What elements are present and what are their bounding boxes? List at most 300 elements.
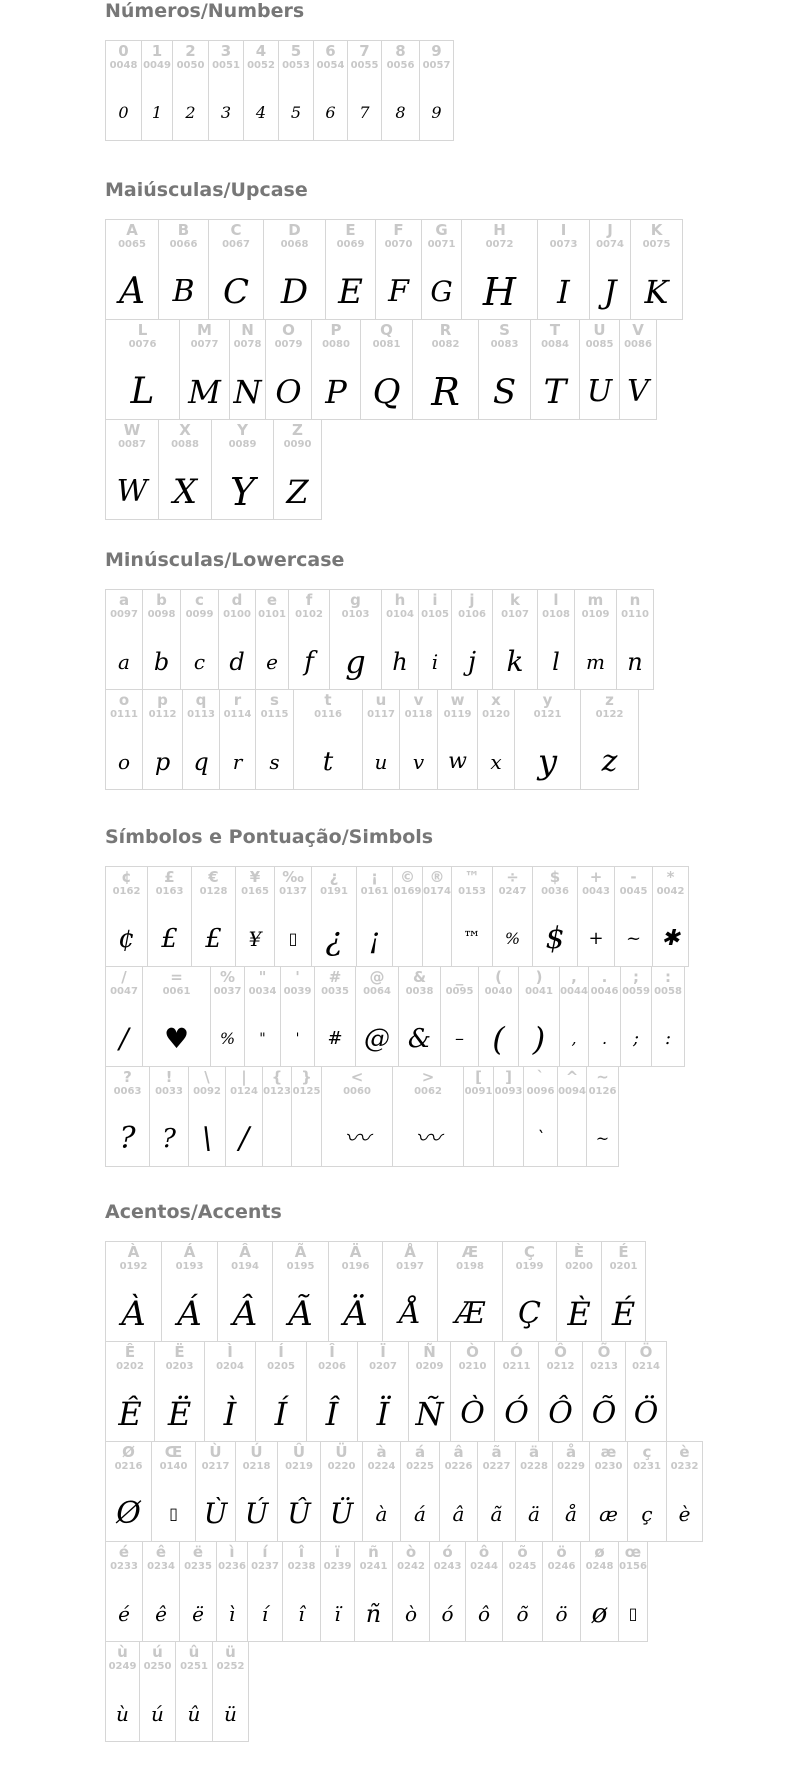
glyph-sample: Ë [167, 1395, 192, 1433]
section-title-symbols: Símbolos e Pontuação/Simbols [105, 826, 434, 848]
glyph-cell [311, 866, 357, 967]
glyph-code: 0169 [393, 886, 422, 897]
glyph-code: 0037 [213, 986, 242, 997]
glyph-cell [293, 689, 363, 790]
glyph-sample: $ [545, 921, 565, 956]
glyph-sample: í [261, 1602, 269, 1626]
glyph-code: 0195 [286, 1261, 315, 1272]
glyph-char-label: ï [334, 1543, 341, 1561]
glyph-char-label: > [421, 1068, 435, 1086]
glyph-code: 0211 [502, 1361, 531, 1372]
glyph-code: 0205 [267, 1361, 295, 1372]
glyph-char-label: ? [123, 1068, 132, 1086]
glyph-sample [263, 1119, 291, 1159]
glyph-char-label: Œ [164, 1443, 183, 1461]
glyph-code: 0162 [112, 886, 141, 897]
glyph-char-label: è [679, 1443, 690, 1461]
glyph-cell [538, 1341, 583, 1442]
glyph-code: 0200 [565, 1261, 593, 1272]
glyph-code: 0046 [590, 986, 619, 997]
glyph-cell [523, 1066, 558, 1167]
glyph-code: 0061 [162, 986, 191, 997]
glyph-char-label: k [510, 591, 520, 609]
glyph-sample: ; [632, 1028, 640, 1049]
glyph-sample: H [482, 270, 517, 314]
glyph-code: 0036 [541, 886, 569, 897]
glyph-char-label: É [618, 1243, 629, 1261]
glyph-cell [182, 689, 220, 790]
glyph-cell [559, 966, 589, 1067]
glyph-code: 0114 [223, 709, 252, 720]
glyph-code: 0058 [654, 986, 682, 997]
glyph-cell [408, 1341, 451, 1442]
glyph-code: 0066 [169, 239, 198, 250]
glyph-char-label: & [412, 968, 427, 986]
glyph-char-label: - [630, 868, 637, 886]
glyph-code: 0100 [223, 609, 251, 620]
glyph-row [105, 40, 454, 141]
glyph-cell [461, 219, 538, 320]
glyph-sample: 1 [151, 103, 163, 122]
glyph-sample: À [121, 1294, 146, 1334]
glyph-char-label: À [127, 1243, 140, 1261]
glyph-code: 0062 [414, 1086, 442, 1097]
glyph-cell [329, 589, 382, 690]
glyph-code: 0239 [323, 1561, 352, 1572]
glyph-sample: x [490, 750, 502, 774]
glyph-char-label: x [491, 691, 501, 709]
glyph-code: 0119 [443, 709, 472, 720]
glyph-cell [306, 1341, 358, 1442]
glyph-cell [105, 866, 148, 967]
glyph-cell [216, 1541, 248, 1642]
glyph-cell [147, 866, 192, 967]
glyph-cell [492, 866, 533, 967]
glyph-sample: û [187, 1702, 201, 1726]
glyph-code: 0228 [520, 1461, 548, 1472]
glyph-char-label: ' [295, 968, 300, 986]
glyph-sample: 〰 [414, 1124, 441, 1154]
glyph-char-label: A [126, 221, 138, 239]
glyph-cell [105, 1541, 143, 1642]
glyph-cell [105, 40, 142, 141]
glyph-code: 0201 [609, 1261, 638, 1272]
glyph-row [105, 1241, 646, 1342]
glyph-code: 0137 [279, 886, 307, 897]
glyph-sample [292, 1119, 321, 1159]
glyph-code: 0209 [415, 1361, 444, 1372]
glyph-sample: i [431, 650, 439, 674]
glyph-code: 0214 [632, 1361, 660, 1372]
glyph-char-label: ä [528, 1443, 540, 1461]
glyph-cell [288, 589, 330, 690]
glyph-char-label: ÷ [506, 868, 519, 886]
glyph-cell [577, 866, 615, 967]
glyph-sample: 6 [325, 103, 336, 122]
glyph-cell [478, 319, 531, 420]
glyph-code: 0084 [541, 339, 569, 350]
glyph-cell [262, 1066, 292, 1167]
glyph-sample: ï [334, 1602, 341, 1626]
glyph-cell [105, 219, 159, 320]
glyph-code: 0118 [404, 709, 433, 720]
glyph-cell [354, 1541, 393, 1642]
glyph-sample: 8 [395, 103, 406, 122]
glyph-code: 0229 [557, 1461, 585, 1472]
glyph-code: 0194 [231, 1261, 259, 1272]
glyph-char-label: H [493, 221, 506, 239]
glyph-cell [274, 866, 312, 967]
section-title-accents: Acentos/Accents [105, 1201, 282, 1223]
glyph-char-label: ç [642, 1443, 652, 1461]
glyph-cell [493, 1066, 524, 1167]
glyph-char-label: # [328, 968, 342, 986]
glyph-char-label: ë [192, 1543, 204, 1561]
glyph-char-label: 0 [118, 42, 129, 60]
glyph-row [105, 320, 657, 420]
glyph-sample: U [586, 374, 613, 409]
glyph-cell [172, 40, 209, 141]
glyph-char-label: c [195, 591, 204, 609]
glyph-sample: D [280, 272, 309, 312]
glyph-code: 0161 [360, 886, 389, 897]
glyph-cell [204, 1341, 256, 1442]
glyph-sample: t [322, 747, 334, 777]
glyph-code: 0092 [193, 1086, 221, 1097]
glyph-sample: õ [516, 1602, 529, 1626]
glyph-char-label: Ç [523, 1243, 535, 1261]
glyph-sample: ▯ [288, 929, 298, 948]
glyph-cell [255, 689, 294, 790]
glyph-sample: ú [151, 1702, 164, 1726]
glyph-sample: g [345, 643, 366, 681]
glyph-char-label: D [288, 221, 301, 239]
glyph-code: 0192 [119, 1261, 148, 1272]
glyph-row [105, 1342, 667, 1442]
glyph-char-label: q [195, 691, 207, 709]
glyph-code: 0156 [619, 1561, 647, 1572]
glyph-cell [451, 866, 493, 967]
glyph-sample: á [414, 1502, 426, 1526]
glyph-cell [142, 1541, 180, 1642]
glyph-code: 0052 [247, 60, 275, 71]
glyph-code: 0116 [314, 709, 342, 720]
glyph-char-label: h [394, 591, 406, 609]
glyph-sample: 3 [220, 103, 232, 122]
glyph-char-label: ø [594, 1543, 605, 1561]
glyph-char-label: C [230, 221, 242, 239]
glyph-code: 0071 [427, 239, 456, 250]
glyph-sample: ä [528, 1502, 540, 1526]
glyph-sample: s [269, 750, 280, 774]
glyph-sample: Û [287, 1497, 311, 1530]
glyph-sample: @ [364, 1024, 390, 1054]
glyph-cell [392, 1066, 464, 1167]
glyph-sample: o [117, 750, 131, 774]
glyph-grid-symbols [105, 866, 785, 1167]
glyph-cell [282, 1541, 321, 1642]
glyph-code: 0252 [216, 1661, 245, 1672]
glyph-row [105, 589, 654, 690]
glyph-char-label: n [629, 591, 641, 609]
glyph-cell [142, 966, 211, 1067]
glyph-sample: F [388, 274, 409, 309]
glyph-code: 0115 [260, 709, 289, 720]
glyph-cell [532, 866, 578, 967]
glyph-code: 0230 [594, 1461, 623, 1472]
glyph-sample: Ä [343, 1294, 368, 1334]
glyph-cell [247, 1541, 283, 1642]
glyph-cell [291, 1066, 322, 1167]
glyph-sample: ? [162, 1124, 176, 1154]
glyph-sample: T [543, 372, 567, 412]
glyph-sample: Å [399, 1296, 421, 1331]
glyph-cell [579, 319, 620, 420]
glyph-sample [558, 1119, 586, 1159]
glyph-grid-upcase [105, 219, 785, 520]
glyph-sample: f [304, 647, 314, 677]
glyph-char-label: o [118, 691, 130, 709]
glyph-char-label: ( [495, 968, 502, 986]
glyph-cell [398, 966, 441, 1067]
glyph-cell [400, 1441, 440, 1542]
glyph-code: 0126 [588, 1086, 617, 1097]
glyph-sample: å [565, 1502, 577, 1526]
glyph-sample: l [552, 648, 560, 676]
glyph-char-label: Ú [250, 1443, 263, 1461]
glyph-code: 0095 [445, 986, 474, 997]
glyph-code: 0238 [287, 1561, 316, 1572]
glyph-cell [105, 1341, 155, 1442]
glyph-sample [494, 1119, 523, 1159]
glyph-char-label: Ò [466, 1343, 479, 1361]
glyph-char-label: d [231, 591, 243, 609]
glyph-char-label: 6 [325, 42, 336, 60]
glyph-code: 0034 [248, 986, 277, 997]
glyph-sample: p [154, 748, 171, 776]
glyph-code: 0103 [341, 609, 370, 620]
glyph-code: 0237 [251, 1561, 279, 1572]
glyph-code: 0243 [433, 1561, 462, 1572]
glyph-row [105, 420, 322, 520]
glyph-cell [263, 219, 326, 320]
glyph-code: 0226 [444, 1461, 473, 1472]
glyph-sample: h [392, 648, 408, 676]
glyph-cell [243, 40, 279, 141]
glyph-char-label: œ [624, 1543, 642, 1561]
glyph-code: 0091 [464, 1086, 493, 1097]
glyph-sample: ✱ [661, 926, 680, 951]
glyph-code: 0043 [582, 886, 610, 897]
glyph-cell [552, 1441, 590, 1542]
glyph-cell [208, 219, 264, 320]
glyph-sample: Ê [118, 1395, 142, 1433]
glyph-cell [542, 1541, 581, 1642]
glyph-sample: a [118, 650, 130, 674]
glyph-sample: Æ [454, 1296, 486, 1331]
glyph-cell [255, 1341, 307, 1442]
glyph-sample: ▯ [628, 1604, 638, 1623]
glyph-code: 0104 [386, 609, 414, 620]
glyph-char-label: y [542, 691, 553, 709]
glyph-code: 0096 [526, 1086, 555, 1097]
glyph-code: 0107 [501, 609, 529, 620]
glyph-char-label: Ë [174, 1343, 185, 1361]
glyph-cell [586, 1066, 619, 1167]
glyph-char-label: X [179, 421, 191, 439]
glyph-code: 0033 [155, 1086, 183, 1097]
glyph-row [105, 1067, 619, 1167]
glyph-char-label: € [208, 868, 219, 886]
glyph-char-label: ¡ [371, 868, 378, 886]
glyph-cell [399, 689, 438, 790]
glyph-char-label: ! [165, 1068, 173, 1086]
glyph-char-label: L [137, 321, 148, 339]
glyph-cell [580, 1541, 619, 1642]
glyph-char-label: ~ [596, 1068, 609, 1086]
glyph-code: 0245 [508, 1561, 537, 1572]
glyph-row [105, 1442, 703, 1542]
glyph-cell [392, 1541, 430, 1642]
glyph-sample: . [601, 1029, 608, 1048]
glyph-code: 0198 [456, 1261, 484, 1272]
glyph-char-label: I [560, 221, 567, 239]
glyph-sample: ñ [365, 1600, 382, 1628]
glyph-cell [191, 866, 236, 967]
glyph-code: 0193 [175, 1261, 204, 1272]
glyph-char-label: = [170, 968, 183, 986]
glyph-code: 0053 [282, 60, 310, 71]
glyph-char-label: Õ [597, 1343, 611, 1361]
glyph-cell [142, 689, 183, 790]
glyph-char-label: ö [556, 1543, 567, 1561]
glyph-code: 0077 [190, 339, 219, 350]
glyph-char-label: æ [600, 1443, 617, 1461]
glyph-char-label: ó [442, 1543, 453, 1561]
glyph-row [105, 1642, 249, 1742]
glyph-char-label: ò [405, 1543, 417, 1561]
glyph-cell [347, 40, 382, 141]
glyph-sample: Ï [376, 1395, 390, 1433]
glyph-code: 0248 [585, 1561, 614, 1572]
glyph-sample: £ [161, 924, 178, 954]
glyph-sample: V [627, 374, 649, 409]
glyph-code: 0042 [656, 886, 685, 897]
glyph-cell [625, 1341, 667, 1442]
glyph-sample: , [571, 1029, 577, 1048]
glyph-char-label: l [553, 591, 559, 609]
glyph-cell [518, 966, 560, 1067]
glyph-char-label: Ø [122, 1443, 135, 1461]
glyph-cell [229, 319, 266, 420]
glyph-code: 0140 [159, 1461, 188, 1472]
glyph-code: 0111 [110, 709, 138, 720]
glyph-code: 0060 [343, 1086, 371, 1097]
glyph-char-label: [ [475, 1068, 482, 1086]
glyph-char-label: Z [292, 421, 303, 439]
glyph-code: 0056 [386, 60, 415, 71]
glyph-char-label: m [587, 591, 604, 609]
glyph-char-label: ü [225, 1643, 236, 1661]
glyph-char-label: Û [292, 1443, 306, 1461]
glyph-char-label: e [266, 591, 278, 609]
glyph-cell [141, 40, 173, 141]
glyph-sample: ø [591, 1599, 608, 1629]
glyph-code: 0035 [321, 986, 349, 997]
glyph-char-label: V [632, 321, 644, 339]
glyph-char-label: z [605, 691, 614, 709]
glyph-sample: E [338, 272, 363, 312]
glyph-code: 0109 [581, 609, 610, 620]
glyph-code: 0249 [108, 1661, 137, 1672]
glyph-cell [582, 1341, 626, 1442]
glyph-cell [619, 319, 657, 420]
glyph-code: 0246 [547, 1561, 576, 1572]
glyph-code: 0247 [498, 886, 527, 897]
glyph-code: 0076 [128, 339, 157, 350]
glyph-code: 0055 [350, 60, 379, 71]
glyph-char-label: ê [155, 1543, 167, 1561]
glyph-cell [325, 219, 376, 320]
glyph-sample: ? [119, 1121, 136, 1156]
glyph-char-label: å [565, 1443, 577, 1461]
glyph-char-label: w [450, 691, 465, 709]
glyph-sample: ê [155, 1602, 167, 1626]
glyph-code: 0045 [619, 886, 648, 897]
glyph-sample: Ü [329, 1497, 354, 1530]
glyph-sample: b [153, 648, 170, 676]
glyph-char-label: g [350, 591, 361, 609]
glyph-sample: v [412, 750, 425, 774]
glyph-cell [311, 319, 361, 420]
glyph-sample: Á [177, 1294, 202, 1334]
glyph-cell [139, 1641, 176, 1742]
glyph-sample: Ú [244, 1497, 269, 1530]
glyph-sample: A [119, 271, 145, 312]
glyph-sample: Ó [504, 1396, 529, 1431]
glyph-cell [273, 419, 322, 520]
glyph-cell [277, 1441, 321, 1542]
glyph-sample: ì [228, 1602, 236, 1626]
glyph-sample: & [407, 1024, 432, 1054]
glyph-cell [502, 1541, 543, 1642]
glyph-code: 0235 [184, 1561, 212, 1572]
glyph-sample: u [374, 750, 388, 774]
glyph-char-label: Y [237, 421, 248, 439]
glyph-cell [105, 419, 159, 520]
glyph-char-label: ú [152, 1643, 163, 1661]
glyph-char-label: ã [491, 1443, 502, 1461]
glyph-sample: Ô [548, 1396, 573, 1431]
glyph-cell [105, 966, 143, 1067]
glyph-cell [235, 866, 275, 967]
glyph-sample: à [375, 1502, 388, 1526]
glyph-sample: ¡ [368, 922, 381, 955]
glyph-sample: ã [490, 1502, 503, 1526]
glyph-cell [463, 1066, 494, 1167]
glyph-char-label: : [665, 968, 671, 986]
glyph-cell [179, 319, 230, 420]
glyph-sample: Î [325, 1395, 339, 1433]
glyph-code: 0219 [285, 1461, 313, 1472]
glyph-char-label: Ó [510, 1343, 523, 1361]
glyph-row [105, 866, 689, 967]
glyph-code: 0102 [295, 609, 323, 620]
glyph-code: 0044 [560, 986, 588, 997]
glyph-code: 0233 [110, 1561, 138, 1572]
glyph-code: 0232 [670, 1461, 699, 1472]
glyph-char-label: ù [117, 1643, 128, 1661]
